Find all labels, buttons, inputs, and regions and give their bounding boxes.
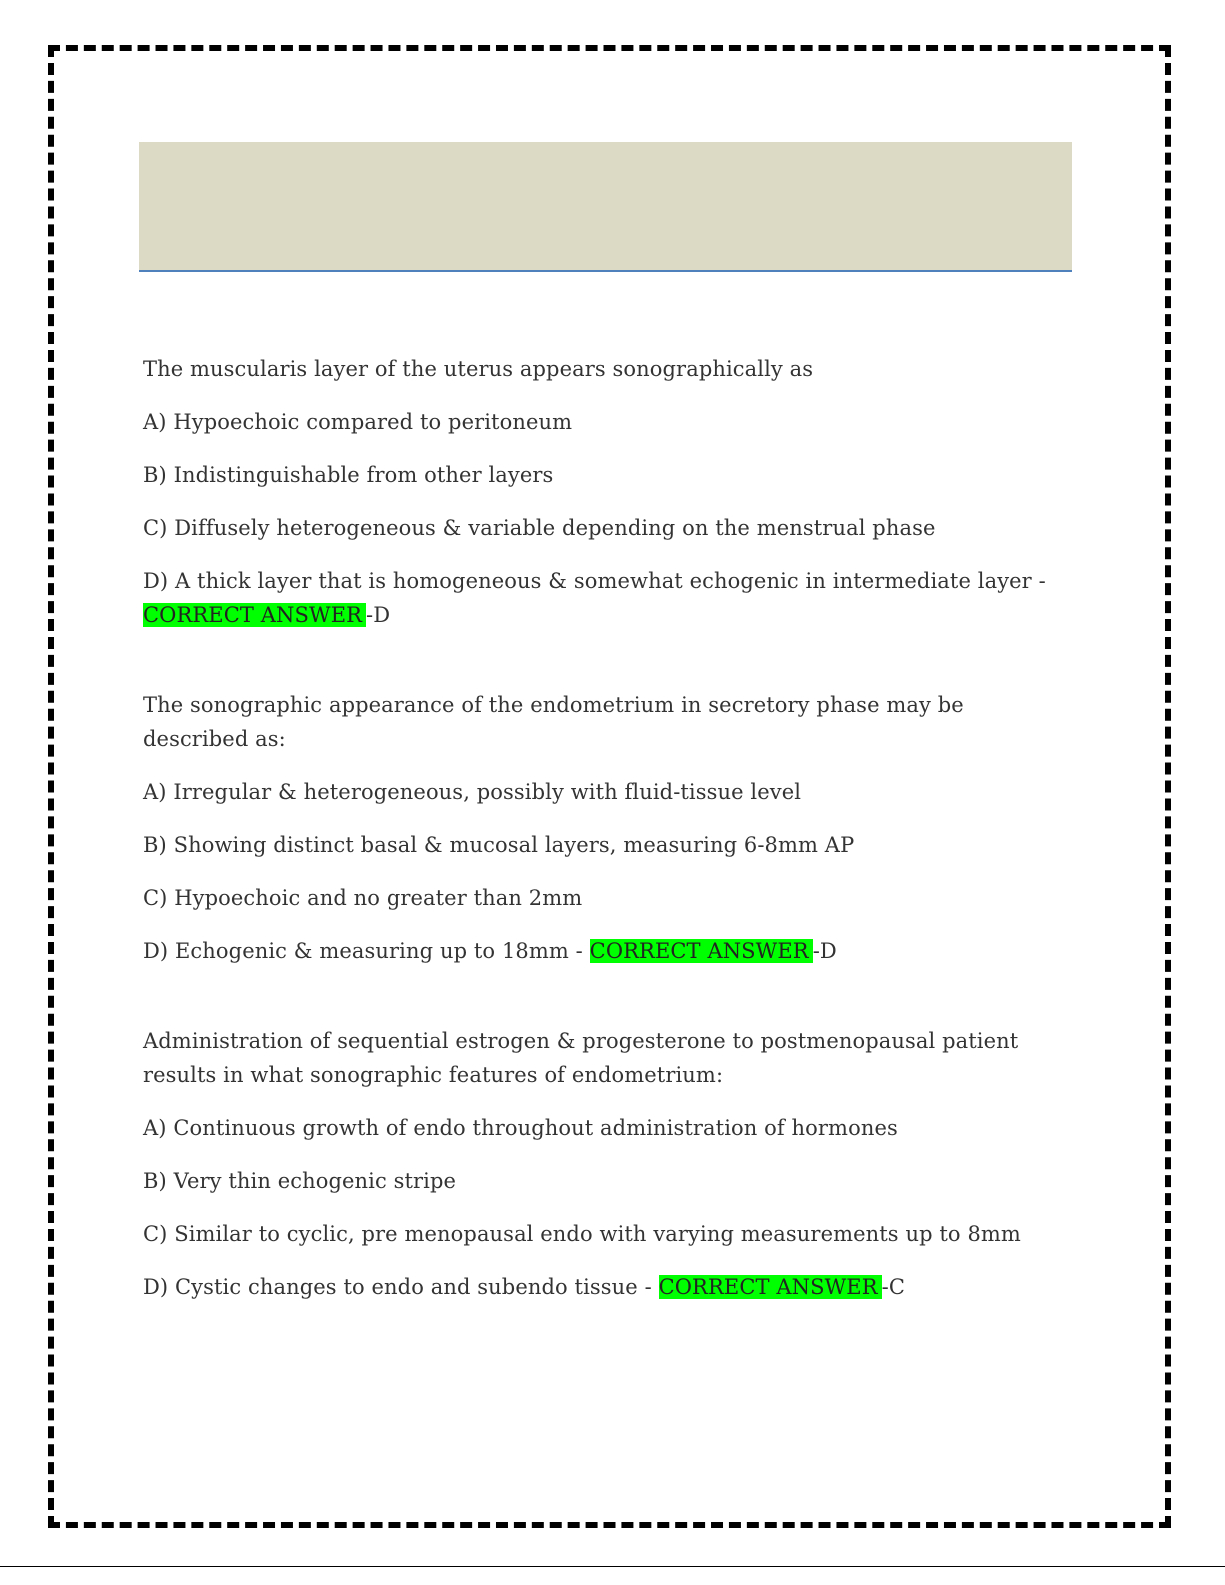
option-d [143,1270,1073,1304]
answer-letter: -C [881,1275,905,1299]
answer-letter: -D [812,939,837,963]
correct-answer-highlight: CORRECT ANSWER [143,603,366,627]
question-text: The sonographic appearance of the endometrium in secretory phase may be described as: [143,693,964,751]
answer-letter: -D [366,603,391,627]
question-1 [143,352,1073,632]
option-b: B) Showing distinct basal & mucosal layers, measuring 6-8mm AP [143,833,855,857]
option-d [143,934,1073,968]
option-b: B) Indistinguishable from other layers [143,463,554,487]
question-3 [143,1024,1073,1304]
option-a: A) Irregular & heterogeneous, possibly with fluid-tissue level [143,780,802,804]
question-text: Administration of sequential estrogen & progesterone to postmenopausal patient results in what sonographic features of endometrium: [143,1029,1019,1087]
option-c: C) Hypoechoic and no greater than 2mm [143,886,583,910]
option-d-text: D) Cystic changes to endo and subendo tissue - [143,1275,652,1299]
correct-answer-highlight: CORRECT ANSWER [590,939,813,963]
question-2 [143,688,1073,968]
option-c: C) Similar to cyclic, pre menopausal endo with varying measurements up to 8mm [143,1222,1021,1246]
option-d [143,564,1073,632]
page-bottom-rule [0,1566,1225,1567]
correct-answer-highlight: CORRECT ANSWER [659,1275,882,1299]
question-text: The muscularis layer of the uterus appears sonographically as [143,357,814,381]
option-c: C) Diffusely heterogeneous & variable depending on the menstrual phase [143,516,936,540]
header-band [139,142,1072,272]
option-d-text: D) A thick layer that is homogeneous & somewhat echogenic in intermediate layer - [143,569,1046,593]
option-a: A) Hypoechoic compared to peritoneum [143,410,573,434]
option-d-text: D) Echogenic & measuring up to 18mm - [143,939,583,963]
option-a: A) Continuous growth of endo throughout administration of hormones [143,1116,898,1140]
document-body [143,352,1073,1360]
option-b: B) Very thin echogenic stripe [143,1169,457,1193]
